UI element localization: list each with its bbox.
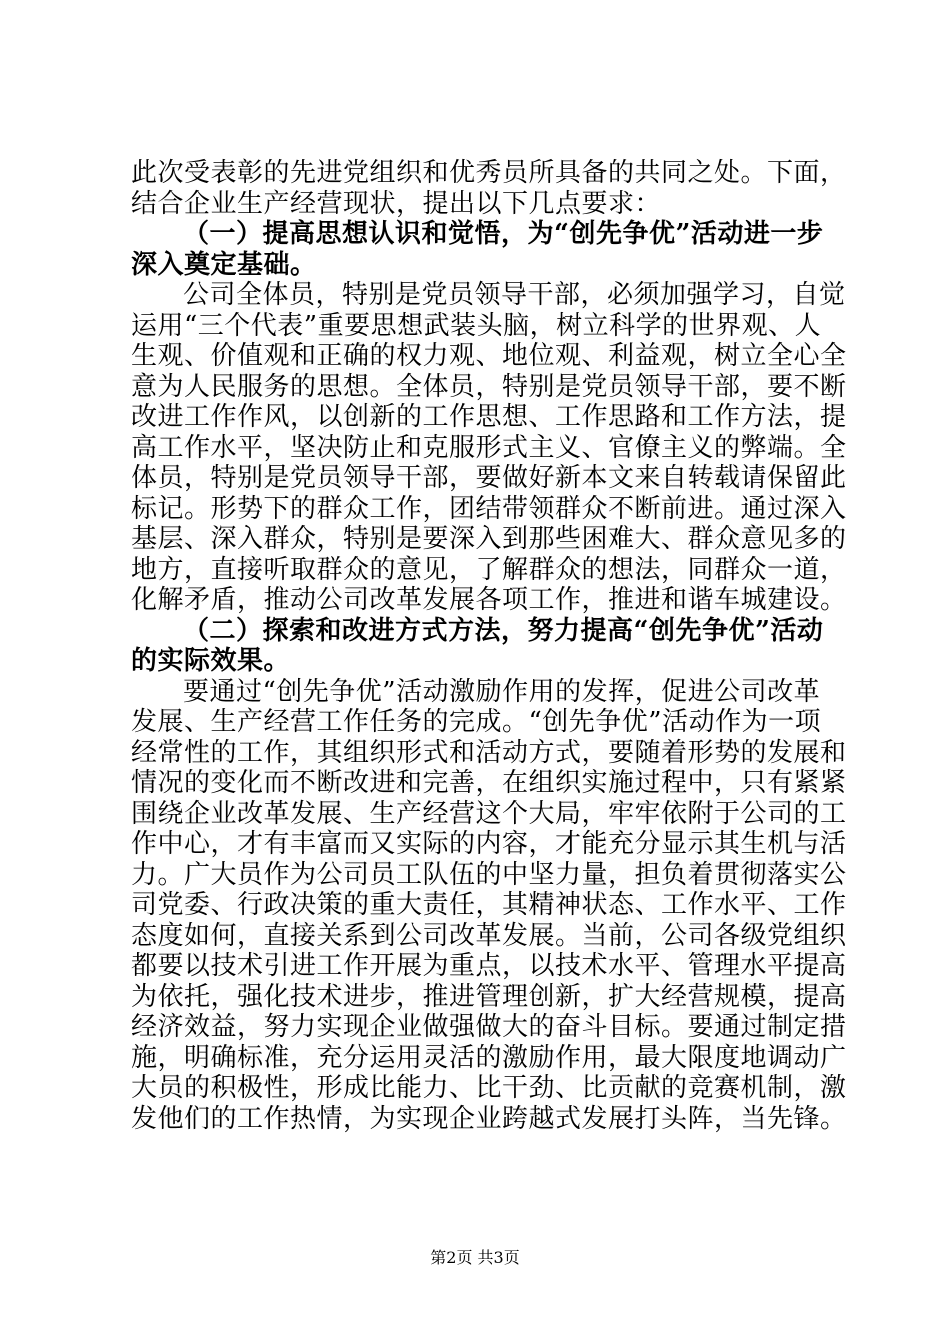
text-line: 情况的变化而不断改进和完善，在组织实施过程中，只有紧紧 [131, 768, 847, 798]
document-body [131, 158, 847, 1134]
text-line: 发展、生产经营工作任务的完成。“创先争优”活动作为一项 [131, 707, 822, 737]
text-line: 体员，特别是党员领导干部，要做好新本文来自转载请保留此 [131, 463, 847, 493]
text-line: 地方，直接听取群众的意见，了解群众的想法，同群众一道， [131, 554, 847, 585]
paragraph [131, 676, 847, 1135]
text-line: 围绕企业改革发展、生产经营这个大局，牢牢依附于公司的工 [131, 798, 847, 829]
text-line: 要通过“创先争优”活动激励作用的发挥，促进公司改革 [183, 676, 821, 707]
text-line: 施，明确标准，充分运用灵活的激励作用，最大限度地调动广 [131, 1042, 847, 1073]
paragraph [131, 158, 847, 219]
text-line: 改进工作作风，以创新的工作思想、工作思路和工作方法，提 [131, 402, 847, 432]
text-line: 为依托，强化技术进步，推进管理创新，扩大经营规模，提高 [131, 981, 847, 1012]
text-line: 发他们的工作热情，为实现企业跨越式发展打头阵，当先锋。 [131, 1103, 847, 1134]
page-footer [0, 1245, 950, 1268]
heading-line: （二）探索和改进方式方法，努力提高“创先争优”活动 [183, 615, 824, 646]
section-heading [131, 616, 831, 677]
page-number-label: 第2页 共3页 [430, 1248, 520, 1267]
text-line: 运用“三个代表”重要思想武装头脑，树立科学的世界观、人 [131, 310, 822, 341]
text-line: 态度如何，直接关系到公司改革发展。当前，公司各级党组织 [131, 920, 847, 951]
text-line: 作中心，才有丰富而又实际的内容，才能充分显示其生机与活 [131, 829, 847, 859]
section-heading [131, 219, 831, 280]
text-line: 结合企业生产经营现状，提出以下几点要求： [131, 188, 662, 219]
text-line: 经常性的工作，其组织形式和活动方式，要随着形势的发展和 [131, 737, 847, 768]
heading-line: （一）提高思想认识和觉悟，为“创先争优”活动进一步 [183, 219, 824, 249]
text-line: 都要以技术引进工作开展为重点，以技术水平、管理水平提高 [131, 951, 847, 981]
text-line: 标记。形势下的群众工作，团结带领群众不断前进。通过深入 [131, 493, 847, 524]
text-line: 经济效益，努力实现企业做强做大的奋斗目标。要通过制定措 [131, 1012, 847, 1042]
text-line: 公司全体员，特别是党员领导干部，必须加强学习，自觉 [183, 280, 846, 310]
text-line: 司党委、行政决策的重大责任，其精神状态、工作水平、工作 [131, 890, 847, 920]
text-line: 此次受表彰的先进党组织和优秀员所具备的共同之处。下面， [131, 158, 847, 188]
text-line: 大员的积极性，形成比能力、比干劲、比贡献的竞赛机制，激 [131, 1073, 847, 1103]
paragraph [131, 280, 847, 616]
text-line: 意为人民服务的思想。全体员，特别是党员领导干部，要不断 [131, 371, 847, 402]
heading-line: 深入奠定基础。 [131, 249, 317, 280]
text-line: 化解矛盾，推动公司改革发展各项工作，推进和谐车城建设。 [131, 585, 847, 615]
text-line: 高工作水平，坚决防止和克服形式主义、官僚主义的弊端。全 [131, 432, 847, 463]
text-line: 力。广大员作为公司员工队伍的中坚力量，担负着贯彻落实公 [131, 859, 847, 890]
heading-line: 的实际效果。 [131, 646, 291, 676]
text-line: 生观、价值观和正确的权力观、地位观、利益观，树立全心全 [131, 341, 847, 371]
text-line: 基层、深入群众，特别是要深入到那些困难大、群众意见多的 [131, 524, 847, 554]
